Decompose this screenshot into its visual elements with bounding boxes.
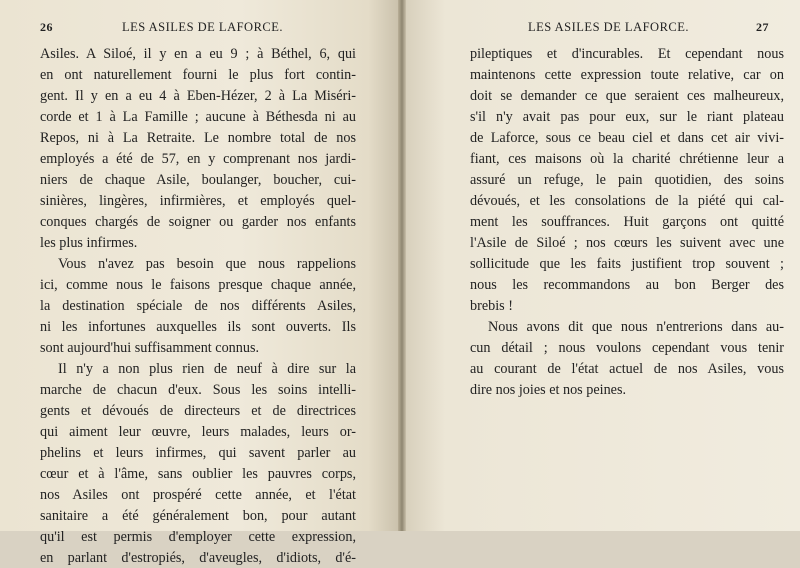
right-line-16: au courant de l'état actuel de nos Asiles, vous	[470, 361, 784, 377]
left-line-24: qu'il est permis d'employer cette expression,	[40, 529, 356, 545]
left-line-25: en parlant d'estropiés, d'aveugles, d'idiots, d'é-	[40, 550, 356, 566]
left-line-17: marche de chacun d'eux. Sous les soins intelli-	[40, 382, 356, 398]
right-line-8: dévoués, et les consolations de la piété qui cal-	[470, 193, 784, 209]
left-line-12: ici, comme nous le faisons presque chaque année,	[40, 277, 356, 293]
right-line-5: de Laforce, sous ce beau ciel et dans cet air vivi-	[470, 130, 784, 146]
right-line-6: fiant, ces maisons où la charité chrétienne leur a	[470, 151, 784, 167]
right-line-14: Nous avons dit que nous n'entrerions dans au-	[488, 319, 784, 335]
right-line-13: brebis !	[470, 298, 513, 314]
left-line-20: phelins et leurs infirmes, qui savent parler au	[40, 445, 356, 461]
left-line-6: employés a été de 57, en y comprenant nos jardi-	[40, 151, 356, 167]
left-line-4: corde et 1 à La Famille ; aucune à Béthesda ni au	[40, 109, 356, 125]
left-line-8: sinières, lingères, infirmières, et employés quel-	[40, 193, 356, 209]
right-line-3: doit se demander ce que seraient ces malheureux,	[470, 88, 784, 104]
right-line-12: nous les recommandons au bon Berger des	[470, 277, 784, 293]
right-page-number: 27	[756, 20, 769, 34]
left-line-3: gent. Il y en a eu 4 à Eben-Hézer, 2 à La Miséri-	[40, 88, 356, 104]
book-gutter	[398, 0, 406, 531]
right-running-head: LES ASILES DE LAFORCE.	[528, 20, 690, 34]
right-page	[406, 0, 800, 531]
left-line-14: ni les infortunes auxquelles ils sont ouverts. Ils	[40, 319, 356, 335]
left-running-head: LES ASILES DE LAFORCE.	[122, 20, 284, 34]
right-line-7: assuré un refuge, le pain quotidien, des soins	[470, 172, 784, 188]
left-line-13: la destination spéciale de nos différents Asiles,	[40, 298, 356, 314]
left-page-number: 26	[40, 20, 53, 34]
left-line-10: les plus infirmes.	[40, 235, 138, 251]
left-line-22: nos Asiles ont prospéré cette année, et l'état	[40, 487, 356, 503]
left-line-1: Asiles. A Siloé, il y en a eu 9 ; à Béthel, 6, qui	[40, 46, 356, 62]
left-line-18: gents et dévoués de directeurs et de directrices	[40, 403, 356, 419]
left-line-23: sanitaire a été généralement bon, pour autant	[40, 508, 356, 524]
left-line-11: Vous n'avez pas besoin que nous rappelions	[58, 256, 356, 272]
right-line-1: pileptiques et d'incurables. Et cependant nous	[470, 46, 784, 62]
left-line-16: Il n'y a non plus rien de neuf à dire sur la	[58, 361, 356, 377]
left-line-21: cœur et à l'âme, sans oublier les pauvres corps,	[40, 466, 356, 482]
right-line-9: ment les souffrances. Huit garçons ont quitté	[470, 214, 784, 230]
left-page	[0, 0, 400, 566]
right-line-10: l'Asile de Siloé ; nos cœurs les suivent avec une	[470, 235, 784, 251]
right-line-11: sollicitude que les faits justifient trop souvent ;	[470, 256, 784, 272]
left-line-2: en ont naturellement fourni le plus fort contin-	[40, 67, 356, 83]
left-line-15: sont aujourd'hui suffisamment connus.	[40, 340, 260, 356]
right-line-17: dire nos joies et nos peines.	[470, 382, 627, 398]
right-line-15: cun détail ; nous voulons cependant vous tenir	[470, 340, 784, 356]
left-line-19: qui aiment leur œuvre, leurs malades, leurs or-	[40, 424, 356, 440]
left-line-9: conques chargés de soigner ou garder nos enfants	[40, 214, 356, 230]
right-line-4: s'il n'y avait pas pour eux, sur le riant plateau	[470, 109, 784, 125]
left-line-5: Repos, ni à La Retraite. Le nombre total de nos	[40, 130, 356, 146]
right-line-2: maintenons cette expression toute relative, car on	[470, 67, 784, 83]
left-line-7: niers de chaque Asile, boulanger, boucher, cui-	[40, 172, 356, 188]
